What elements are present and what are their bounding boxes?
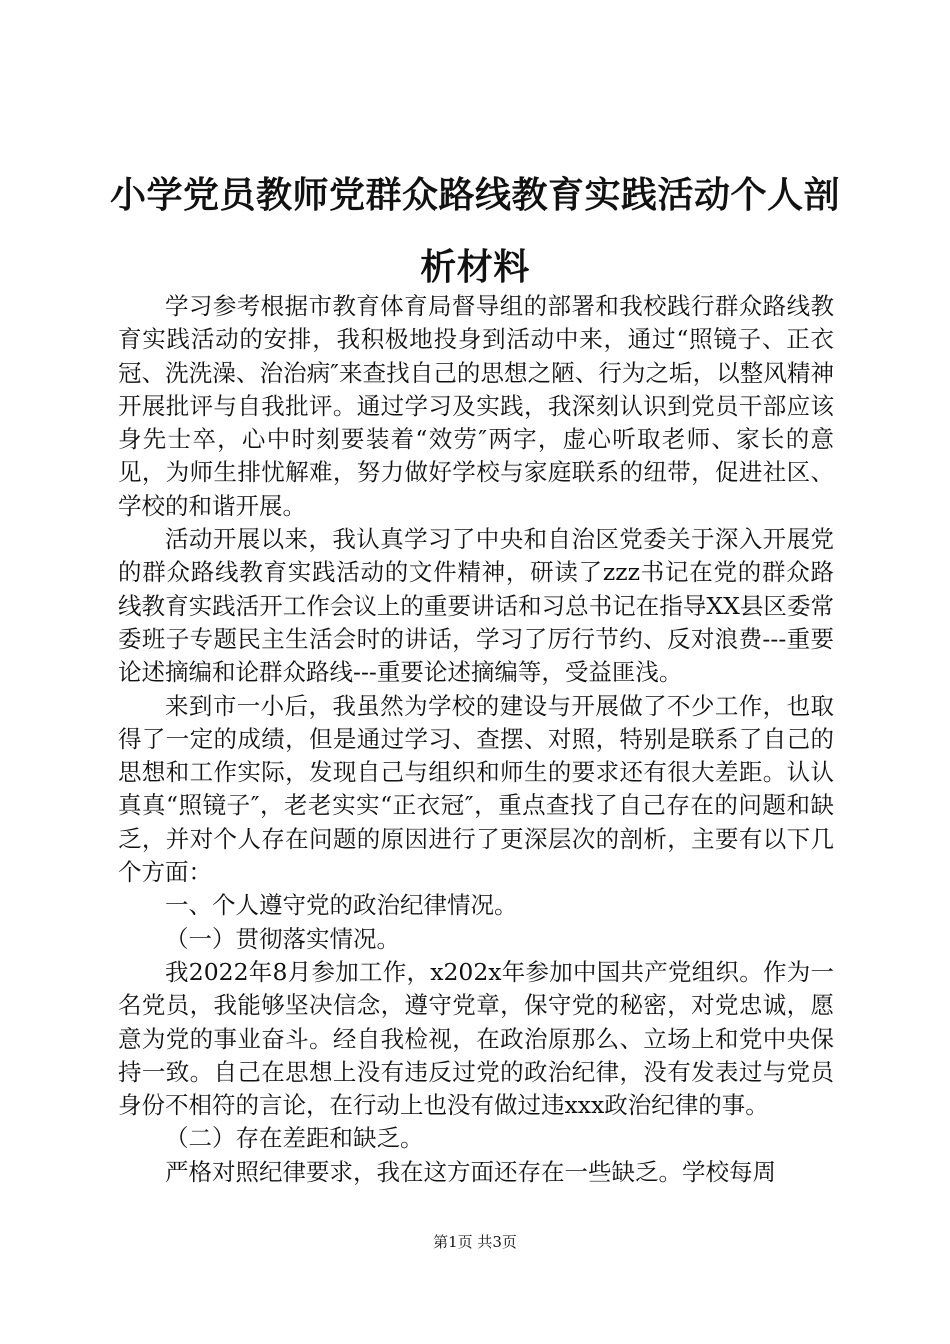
paragraph: 严格对照纪律要求，我在这方面还存在一些缺乏。学校每周	[165, 1157, 776, 1186]
paragraph: 来到市一小后，我虽然为学校的建设与开展做了不少工作，也取得了一定的成绩，但是通过学习、查摆、对照，特别是联系了自己的思想和工作实际，发现自己与组织和师生的要求还有很大差距。认认真真“照镜子″，老老实实“正衣冠″，重点查找了自己存在的问题和缺乏，并对个人存在问题的原因进行了更深层次的剖析，主要有以下几个方面：	[118, 691, 834, 887]
subsection-heading: （一）贯彻落实情况。	[165, 924, 400, 953]
paragraph: 我2022年8月参加工作，x202x年参加中国共产党组织。作为一名党员，我能够坚决信念，遵守党章，保守党的秘密，对党忠诚，愿意为党的事业奋斗。经自我检视，在政治原那么、立场上和党中央保持一致。自己在思想上没有违反过党的政治纪律，没有发表过与党员身份不相符的言论，在行动上也没有做过违xxx政治纪律的事。	[118, 957, 834, 1120]
subsection-heading: （二）存在差距和缺乏。	[165, 1124, 424, 1153]
page-footer: 第1页 共3页	[433, 1233, 517, 1251]
document-title: 小学党员教师党群众路线教育实践活动个人剖析材料	[110, 175, 841, 288]
section-heading: 一、个人遵守党的政治纪律情况。	[165, 891, 518, 920]
paragraph: 活动开展以来，我认真学习了中央和自治区党委关于深入开展党的群众路线教育实践活动的文件精神，研读了zzz书记在党的群众路线教育实践活开工作会议上的重要讲话和习总书记在指导XX县区委常委班子专题民主生活会时的讲话，学习了厉行节约、反对浪费---重要论述摘编和论群众路线---重要论述摘编等，受益匪浅。	[118, 525, 834, 687]
document-body	[118, 290, 834, 1189]
paragraph: 学习参考根据市教育体育局督导组的部署和我校践行群众路线教育实践活动的安排，我积极地投身到活动中来，通过“照镜子、正衣冠、洗洗澡、治治病″来查找自己的思想之陋、行为之垢，以整风精神开展批评与自我批评。通过学习及实践，我深刻认识到党员干部应该身先士卒，心中时刻要装着“效劳″两字，虚心听取老师、家长的意见，为师生排忧解难，努力做好学校与家庭联系的纽带，促进社区、学校的和谐开展。	[118, 292, 834, 520]
